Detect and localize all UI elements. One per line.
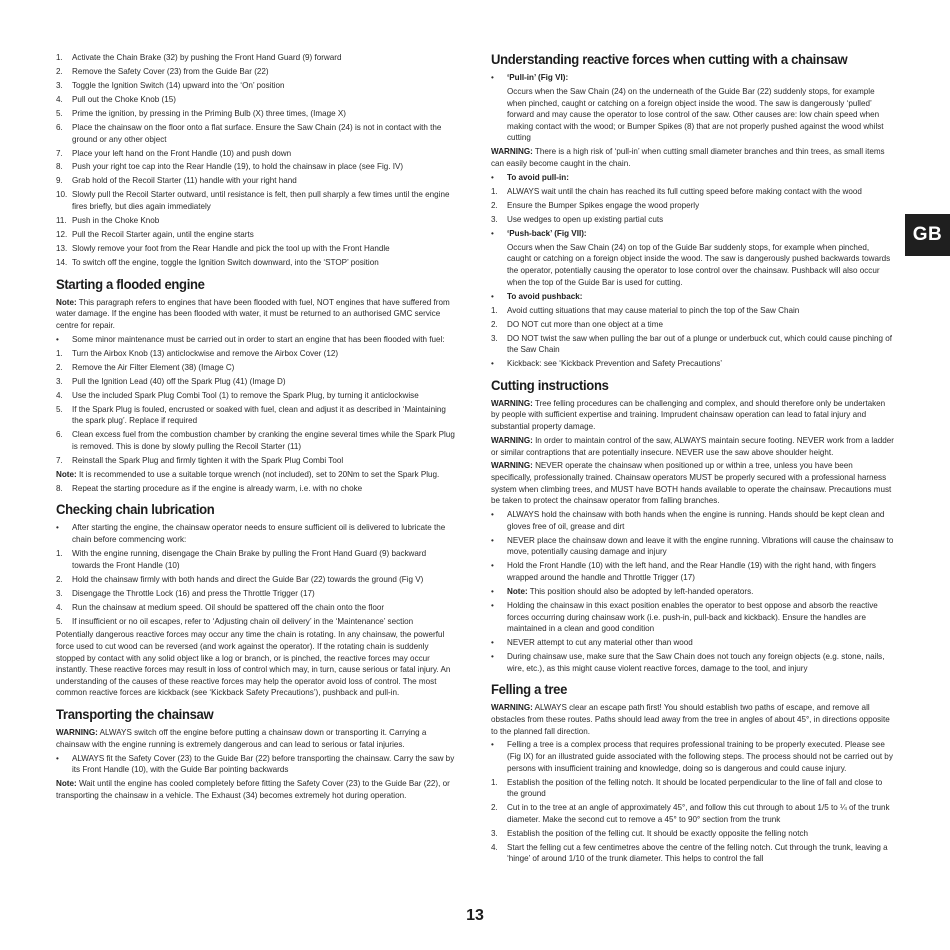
label-bold: WARNING: bbox=[491, 398, 533, 408]
section-heading: Checking chain lubrication bbox=[56, 502, 215, 519]
list-marker: 3. bbox=[491, 828, 498, 838]
item-list bbox=[56, 334, 456, 467]
list-item bbox=[56, 122, 456, 145]
section-heading: Transporting the chainsaw bbox=[56, 707, 214, 724]
list-marker: 3. bbox=[491, 214, 498, 224]
paragraph-text: Wait until the engine has cooled completely before fitting the Safety Cover (23) to the Guide Bar (22), or transporting the chainsaw in a vehicle. The Exhaust (34) becomes extremely hot during operation. bbox=[56, 779, 450, 800]
list-item bbox=[56, 215, 456, 227]
list-item bbox=[491, 214, 895, 226]
right-column bbox=[491, 52, 895, 867]
paragraph-text: NEVER operate the chainsaw when positioned up or within a tree, unless you have been specifically, professionally trained. Chainsaw operators MUST be properly secured with a professional harness system when climbing trees, and MUST have BOTH hands available to operate the chainsaw. Precautions must be taken to protect the chainsaw operator from falling branches. bbox=[491, 461, 892, 506]
list-item-text: Some minor maintenance must be carried out in order to start an engine that has been flooded with fuel: bbox=[72, 334, 445, 344]
list-item-text: Remove the Safety Cover (23) from the Guide Bar (22) bbox=[72, 66, 269, 76]
list-item bbox=[56, 362, 456, 374]
list-marker: 7. bbox=[56, 148, 63, 158]
list-item bbox=[56, 404, 456, 427]
language-tab bbox=[905, 214, 950, 256]
paragraph bbox=[491, 86, 895, 144]
list-item bbox=[56, 548, 456, 571]
item-list bbox=[491, 72, 895, 84]
list-marker: 1. bbox=[491, 186, 498, 196]
list-item-text: Place your left hand on the Front Handle (10) and push down bbox=[72, 148, 292, 158]
list-item-text: Use wedges to open up existing partial cuts bbox=[507, 214, 664, 224]
list-item bbox=[56, 348, 456, 360]
list-item-text: Slowly remove your foot from the Rear Handle and pick the tool up with the Front Handle bbox=[72, 244, 390, 253]
list-marker: • bbox=[491, 172, 494, 182]
list-marker: 5. bbox=[56, 616, 63, 626]
list-item-text: Prime the ignition, by pressing in the Priming Bulb (X) three times, (Image X) bbox=[72, 108, 346, 118]
paragraph bbox=[491, 460, 895, 506]
list-item bbox=[491, 560, 895, 583]
list-item-text: NEVER attempt to cut any material other than wood bbox=[507, 638, 693, 648]
label-bold: WARNING: bbox=[491, 147, 533, 157]
list-marker: 4. bbox=[56, 602, 63, 612]
paragraph bbox=[491, 146, 895, 169]
language-tab-label: GB bbox=[912, 224, 943, 245]
paragraph-text: Tree felling procedures can be challenging and complex, and should therefore only be undertaken by people with sufficient expertise and training. Imprudent chainsaw operation can lead to fatal injury and substantial property damage. bbox=[491, 398, 886, 431]
list-item bbox=[491, 305, 895, 317]
list-marker: 7. bbox=[56, 455, 63, 465]
label-bold: WARNING: bbox=[56, 728, 98, 738]
paragraph bbox=[56, 778, 456, 801]
list-marker: • bbox=[491, 652, 494, 662]
list-item bbox=[491, 777, 895, 800]
list-item bbox=[56, 94, 456, 106]
list-item bbox=[56, 148, 456, 160]
list-marker: • bbox=[491, 740, 494, 750]
list-item-text: If insufficient or no oil escapes, refer to ‘Adjusting chain oil delivery’ in the ‘Maintenance’ section bbox=[72, 616, 414, 626]
item-list bbox=[56, 52, 456, 269]
item-list bbox=[491, 291, 895, 370]
list-item bbox=[491, 586, 895, 598]
list-item bbox=[491, 600, 895, 635]
section-heading: Felling a tree bbox=[491, 682, 568, 699]
list-item bbox=[56, 66, 456, 78]
list-item bbox=[56, 257, 456, 269]
paragraph bbox=[56, 629, 456, 699]
list-item bbox=[491, 828, 895, 840]
list-item-text: Hold the Front Handle (10) with the left hand, and the Rear Handle (19) with the right hand, with fingers wrapped around the handle and Throttle Trigger (17) bbox=[507, 561, 876, 582]
list-marker: 6. bbox=[56, 122, 63, 132]
list-item bbox=[56, 229, 456, 241]
list-item-text: Remove the Air Filter Element (38) (Image C) bbox=[72, 362, 235, 372]
label-bold: WARNING: bbox=[491, 461, 533, 471]
list-marker: 1. bbox=[56, 53, 63, 62]
list-marker: 5. bbox=[56, 108, 63, 118]
paragraph bbox=[56, 727, 456, 750]
list-marker: 4. bbox=[56, 390, 63, 400]
list-item bbox=[56, 574, 456, 586]
label-bold: Note: bbox=[56, 469, 77, 479]
paragraph-text: ALWAYS switch off the engine before putting a chainsaw down or transporting it. Carrying a chainsaw with the engine running is extremely dangerous and can lead to serious or fatal injuries. bbox=[56, 728, 427, 749]
list-item-text: Establish the position of the felling cut. It should be exactly opposite the felling notch bbox=[507, 828, 809, 838]
list-marker: 5. bbox=[56, 404, 63, 414]
list-item-text: This position should also be adopted by left-handed operators. bbox=[529, 586, 754, 596]
list-item bbox=[491, 802, 895, 825]
list-item bbox=[491, 333, 895, 356]
list-item bbox=[56, 522, 456, 545]
list-marker: • bbox=[56, 523, 59, 533]
list-marker: 8. bbox=[56, 483, 63, 493]
list-item-text: ALWAYS wait until the chain has reached its full cutting speed before making contact with the wood bbox=[507, 186, 862, 196]
list-marker: 2. bbox=[56, 66, 63, 76]
list-item bbox=[56, 161, 456, 173]
paragraph-text: It is recommended to use a suitable torque wrench (not included), set to 20Nm to set the Spark Plug. bbox=[78, 469, 440, 479]
list-item bbox=[491, 739, 895, 774]
list-marker: 2. bbox=[56, 574, 63, 584]
list-item-text: Kickback: see ‘Kickback Prevention and Safety Precautions’ bbox=[507, 359, 723, 369]
label-bold: Note: bbox=[507, 586, 528, 596]
list-item-text: Ensure the Bumper Spikes engage the wood properly bbox=[507, 200, 700, 210]
list-marker: • bbox=[491, 228, 494, 238]
list-marker: 1. bbox=[491, 305, 498, 315]
list-marker: 3. bbox=[56, 588, 63, 598]
list-item bbox=[56, 189, 456, 212]
section-heading: Cutting instructions bbox=[491, 377, 609, 394]
list-item-text: After starting the engine, the chainsaw operator needs to ensure sufficient oil is delivered to lubricate the chain before commencing work: bbox=[72, 523, 446, 544]
paragraph-text: This paragraph refers to engines that have been flooded with fuel, NOT engines that have suffered from water damage. If the engine has been flooded with water, it must be returned to an authorised GMC service centre for repair. bbox=[56, 297, 450, 330]
page-number: 13 bbox=[466, 907, 484, 924]
label-bold: To avoid pushback: bbox=[507, 291, 583, 301]
list-marker: 2. bbox=[491, 319, 498, 329]
list-item-text: During chainsaw use, make sure that the Saw Chain does not touch any foreign objects (e.g. stone, nails, wire, etc.), as this might cause violent reactive forces, damage to the tool, and injury bbox=[507, 652, 885, 673]
list-marker: • bbox=[491, 510, 494, 520]
list-item bbox=[491, 651, 895, 674]
list-marker: 9. bbox=[56, 176, 63, 186]
list-item bbox=[56, 429, 456, 452]
list-item-text: ALWAYS hold the chainsaw with both hands when the engine is running. Hands should be kept clean and gloves free of oil, grease and dirt bbox=[507, 510, 885, 531]
list-item bbox=[491, 72, 895, 84]
list-item bbox=[491, 637, 895, 649]
list-item-text: Establish the position of the felling notch. It should be located perpendicular to the line of fall and close to the ground bbox=[507, 777, 883, 799]
paragraph bbox=[56, 469, 456, 481]
list-item-text: Place the chainsaw on the floor onto a flat surface. Ensure the Saw Chain (24) is not in contact with the ground or any other object bbox=[72, 122, 442, 144]
list-marker: 6. bbox=[56, 430, 63, 440]
paragraph-text: Occurs when the Saw Chain (24) on the underneath of the Guide Bar (22) suddenly stops, for example when pinched, caught or catching on a foreign object inside the wood. The saw is dangerously ‘pulled’ forward and may cause the operator to lose control of the saw. Other causes are: low chain speed when making contact with the wood; or Bumper Spikes (8) that are not properly pushed against the wood whilst cutting bbox=[507, 86, 884, 143]
list-marker: 2. bbox=[56, 362, 63, 372]
list-item-text: With the engine running, disengage the Chain Brake by pulling the Front Hand Guard (9) backward towards the Front Handle (10) bbox=[72, 548, 427, 570]
list-item bbox=[491, 509, 895, 532]
list-marker: 11. bbox=[56, 216, 67, 226]
list-marker: 4. bbox=[56, 94, 63, 104]
list-item-text: Reinstall the Spark Plug and firmly tighten it with the Spark Plug Combi Tool bbox=[72, 455, 344, 465]
list-item-text: DO NOT twist the saw when pulling the bar out of a plunge or underbuck cut, which could cause pinching of the Saw Chain bbox=[507, 333, 892, 355]
item-list bbox=[491, 739, 895, 865]
list-marker: 8. bbox=[56, 162, 63, 172]
list-item-text: Pull the Recoil Starter again, until the engine starts bbox=[72, 230, 254, 240]
list-item bbox=[491, 535, 895, 558]
paragraph-text: ALWAYS clear an escape path first! You should establish two paths of escape, and remove all obstacles from these routes. Paths should lead away from the tree in angles of about 45°, in directions opposite to the planned fall direction. bbox=[491, 703, 890, 736]
list-marker: • bbox=[491, 359, 494, 369]
list-marker: 2. bbox=[491, 200, 498, 210]
list-marker: 14. bbox=[56, 257, 68, 267]
list-item-text: If the Spark Plug is fouled, encrusted or soaked with fuel, clean and adjust it as described in ‘Maintaining the spark plug’. Replace if required bbox=[72, 404, 446, 426]
list-marker: 1. bbox=[56, 548, 63, 558]
paragraph-text: There is a high risk of ‘pull-in’ when cutting small diameter branches and thin trees, as small items can easily become caught in the chain. bbox=[491, 147, 885, 168]
label-bold: Note: bbox=[56, 779, 77, 789]
item-list bbox=[491, 509, 895, 674]
list-item-text: Start the felling cut a few centimetres above the centre of the felling notch. Cut through the trunk, leaving a ‘hinge’ of around 1/10 of the trunk diameter. This helps to control the fall bbox=[507, 842, 888, 864]
list-item-text: Felling a tree is a complex process that requires professional training to be properly executed. Please see (Fig IX) for an illustrated guide associated with the following steps. The process should not be carried out by persons with insufficient training and knowledge, doing so is dangerous and could cause injury. bbox=[507, 740, 893, 773]
list-item-text: Push in the Choke Knob bbox=[72, 216, 160, 226]
list-marker: • bbox=[491, 291, 494, 301]
list-item-text: Slowly pull the Recoil Starter outward, until resistance is felt, then pull sharply a few times until the engine fires briefly, but dies again immediately bbox=[72, 190, 450, 212]
label-bold: ‘Push-back’ (Fig VII): bbox=[507, 228, 587, 238]
list-marker: 10. bbox=[56, 190, 68, 200]
list-item bbox=[56, 588, 456, 600]
paragraph bbox=[491, 398, 895, 433]
list-marker: 4. bbox=[491, 842, 498, 852]
list-item bbox=[491, 358, 895, 370]
list-marker: • bbox=[491, 535, 494, 545]
label-bold: To avoid pull-in: bbox=[507, 172, 569, 182]
list-item-text: ALWAYS fit the Safety Cover (23) to the Guide Bar (22) before transporting the chainsaw. Carry the saw by its Front Handle (10), with the Guide Bar pointing backwards bbox=[72, 753, 455, 775]
list-item-text: Avoid cutting situations that may cause material to pinch the top of the Saw Chain bbox=[507, 305, 800, 315]
label-bold: WARNING: bbox=[491, 703, 533, 713]
list-item-text: NEVER place the chainsaw down and leave it with the engine running. Vibrations will cause the chainsaw to move, potentially causing damage and injury bbox=[507, 535, 894, 557]
list-item bbox=[491, 172, 895, 184]
label-bold: Note: bbox=[56, 297, 77, 307]
section-heading: Starting a flooded engine bbox=[56, 276, 205, 293]
paragraph-text: Potentially dangerous reactive forces may occur any time the chain is rotating. In any chainsaw, the powerful force used to cut wood can be reversed (and work against the operator). If the rotating chain is suddenly stopped by contact with any solid object like a log or branch, or is pinched, the reactive forces may occur instantly. These reactive forces may result in loss of control which may, in turn, cause serious or fatal injury. An understanding of the causes of these reactive forces may help the operator avoid loss of control. The most common reactive forces are kickback (see ‘Kickback Safety Precautions’), pushback and pull-in. bbox=[56, 630, 451, 698]
list-item-text: Clean excess fuel from the combustion chamber by cranking the engine several times while the Spark Plug is removed. This is done by slowly pulling the Recoil Starter (11) bbox=[72, 430, 455, 451]
left-column bbox=[56, 52, 456, 804]
list-item-text: Push your right toe cap into the Rear Handle (19), to hold the chainsaw in place (see Fig. IV) bbox=[72, 162, 404, 172]
list-item bbox=[56, 616, 456, 628]
list-marker: • bbox=[56, 334, 59, 344]
item-list bbox=[491, 172, 895, 240]
list-item bbox=[56, 52, 456, 64]
list-marker: 3. bbox=[491, 333, 498, 343]
list-item-text: Pull out the Choke Knob (15) bbox=[72, 94, 176, 104]
paragraph bbox=[491, 242, 895, 288]
list-item-text: Grab hold of the Recoil Starter (11) handle with your right hand bbox=[72, 176, 297, 186]
list-item-text: Pull the Ignition Lead (40) off the Spark Plug (41) (Image D) bbox=[72, 376, 286, 386]
list-marker: 3. bbox=[56, 80, 63, 90]
list-item-text: Disengage the Throttle Lock (16) and press the Throttle Trigger (17) bbox=[72, 588, 315, 598]
list-marker: 1. bbox=[56, 348, 63, 358]
label-bold: WARNING: bbox=[491, 435, 533, 445]
list-item bbox=[56, 483, 456, 495]
list-marker: • bbox=[491, 586, 494, 596]
list-marker: 3. bbox=[56, 376, 63, 386]
list-item bbox=[56, 175, 456, 187]
list-marker: • bbox=[491, 561, 494, 571]
paragraph bbox=[491, 435, 895, 458]
item-list bbox=[56, 753, 456, 776]
list-item bbox=[56, 753, 456, 776]
list-item-text: Use the included Spark Plug Combi Tool (1) to remove the Spark Plug, by turning it anticlockwise bbox=[72, 390, 419, 400]
list-item bbox=[491, 842, 895, 865]
list-item-text: Toggle the Ignition Switch (14) upward into the ‘On’ position bbox=[72, 80, 285, 90]
list-item-text: Holding the chainsaw in this exact position enables the operator to best oppose and absorb the reactive forces occurring during chainsaw work (i.e. push-in, pull-back and kickback). Ensure the handles are maintained in a clean and good condition bbox=[507, 600, 878, 634]
label-bold: ‘Pull-in’ (Fig VI): bbox=[507, 73, 569, 82]
list-item-text: Activate the Chain Brake (32) by pushing the Front Hand Guard (9) forward bbox=[72, 53, 342, 62]
list-item bbox=[491, 228, 895, 240]
list-item bbox=[491, 291, 895, 303]
list-item bbox=[491, 319, 895, 331]
list-item-text: DO NOT cut more than one object at a time bbox=[507, 319, 663, 329]
list-marker: • bbox=[56, 753, 59, 763]
item-list bbox=[56, 483, 456, 495]
list-marker: • bbox=[491, 600, 494, 610]
list-marker: 2. bbox=[491, 803, 498, 813]
list-item bbox=[56, 390, 456, 402]
list-item-text: To switch off the engine, toggle the Ignition Switch downward, into the ‘STOP’ position bbox=[72, 257, 379, 267]
list-marker: 1. bbox=[491, 777, 498, 787]
list-item bbox=[56, 243, 456, 255]
paragraph bbox=[491, 702, 895, 737]
list-item-text: Run the chainsaw at medium speed. Oil should be spattered off the chain onto the floor bbox=[72, 602, 385, 612]
section-heading: Understanding reactive forces when cutting with a chainsaw bbox=[491, 52, 848, 68]
list-item-text: Cut in to the tree at an angle of approximately 45°, and follow this cut through to about 1/5 to ¼ of the trunk diameter. Make the second cut to remove a 45° to 90° section from the trunk bbox=[507, 803, 890, 824]
list-item-text: Hold the chainsaw firmly with both hands and direct the Guide Bar (22) towards the ground (Fig V) bbox=[72, 574, 424, 584]
list-item bbox=[56, 376, 456, 388]
paragraph-text: Occurs when the Saw Chain (24) on top of the Guide Bar suddenly stops, for example when pinched, caught or catching on a foreign object inside the wood. The saw is dangerously pushed backwards towards the operator, potentially causing the operator to lose control over the chainsaw. Pushback will also occur when the top of the Guide Bar is used for cutting. bbox=[507, 242, 891, 287]
list-marker: 13. bbox=[56, 244, 68, 253]
list-item bbox=[56, 80, 456, 92]
list-item bbox=[491, 200, 895, 212]
list-item bbox=[56, 602, 456, 614]
paragraph-text: In order to maintain control of the saw, ALWAYS maintain secure footing. NEVER work from a ladder or similar contraptions that are potentially insecure. NEVER use the saw above shoulder height. bbox=[491, 435, 894, 457]
list-item bbox=[56, 334, 456, 346]
list-item-text: Repeat the starting procedure as if the engine is already warm, i.e. with no choke bbox=[72, 483, 363, 493]
list-marker: • bbox=[491, 73, 494, 82]
list-item-text: Turn the Airbox Knob (13) anticlockwise and remove the Airbox Cover (12) bbox=[72, 348, 339, 358]
list-item bbox=[491, 186, 895, 198]
list-marker: • bbox=[491, 638, 494, 648]
item-list bbox=[56, 522, 456, 627]
list-item bbox=[56, 108, 456, 120]
list-marker: 12. bbox=[56, 230, 68, 240]
list-item bbox=[56, 455, 456, 467]
paragraph bbox=[56, 297, 456, 332]
